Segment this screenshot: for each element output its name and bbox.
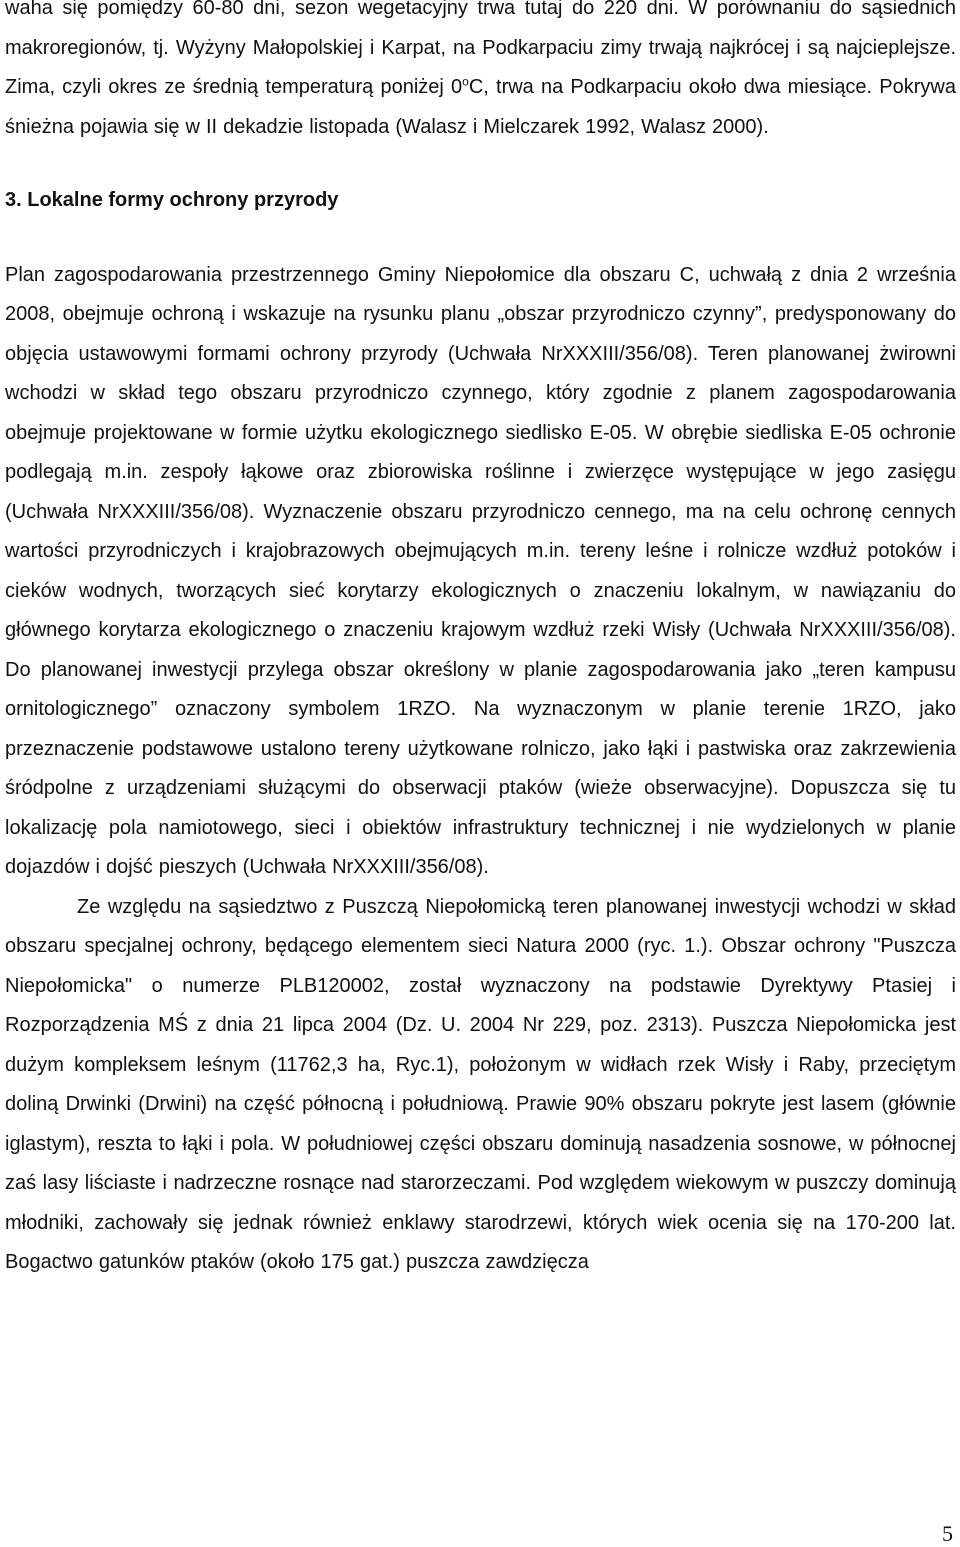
paragraph-natura-2000: Ze względu na sąsiedztwo z Puszczą Niepołomicką teren planowanej inwestycji wchodzi w skład obszaru specjalnej ochrony, będącego elementem sieci Natura 2000 (ryc. 1.). Obszar ochrony "Puszcza Niepołomicka" o numerze PLB120002, został wyznaczony na podstawie Dyrektywy Ptasiej i Rozporządzenia MŚ z dnia 21 lipca 2004 (Dz. U. 2004 Nr 229, poz. 2313). Puszcza Niepołomicka jest dużym kompleksem leśnym (11762,3 ha, Ryc.1), położonym w widłach rzek Wisły i Raby, przeciętym doliną Drwinki (Drwini) na część północną i południową. Prawie 90% obszaru pokryte jest lasem (głównie iglastym), reszta to łąki i pola. W południowej części obszaru dominują nasadzenia sosnowe, w północnej zaś lasy liściaste i nadrzeczne rosnące nad starorzeczami. Pod względem wiekowym w puszczy dominują młodniki, zachowały się jednak również enklawy starodrzewi, których wiek ocenia się na 170-200 lat. Bogactwo gatunków ptaków (około 175 gat.) puszcza zawdzięcza xyxy=(5,895,956,1273)
paragraph-climate-text-b: C, trwa na Podkarpaciu około dwa miesiące. Pokrywa śnieżna pojawia się w II dekadzie listopada (Walasz i Mielczarek 1992, Walasz 2000). xyxy=(5,76,956,138)
paragraph-climate xyxy=(5,0,956,147)
document-page xyxy=(5,0,956,1283)
degree-superscript: o xyxy=(462,74,469,89)
paragraph-climate-text-a: waha się pomiędzy 60-80 dni, sezon wegetacyjny trwa tutaj do 220 dni. W porównaniu do sąsiednich makroregionów, tj. Wyżyny Małopolskiej i Karpat, na Podkarpaciu zimy trwają najkrócej i są najcieplejsze. Zima, czyli okres ze średnią temperaturą poniżej 0 xyxy=(5,0,956,98)
page-number: 5 xyxy=(942,1521,953,1546)
section-heading: 3. Lokalne formy ochrony przyrody xyxy=(5,189,339,211)
paragraph-local-protection: Plan zagospodarowania przestrzennego Gminy Niepołomice dla obszaru C, uchwałą z dnia 2 września 2008, obejmuje ochroną i wskazuje na rysunku planu „obszar przyrodniczo czynny”, predysponowany do objęcia ustawowymi formami ochrony przyrody (Uchwała NrXXXIII/356/08). Teren planowanej żwirowni wchodzi w skład tego obszaru przyrodniczo czynnego, który zgodnie z planem zagospodarowania obejmuje projektowane w formie użytku ekologicznego siedlisko E-05. W obrębie siedliska E-05 ochronie podlegają m.in. zespoły łąkowe oraz zbiorowiska roślinne i zwierzęce występujące w jego zasięgu (Uchwała NrXXXIII/356/08). Wyznaczenie obszaru przyrodniczo cennego, ma na celu ochronę cennych wartości przyrodniczych i krajobrazowych obejmujących m.in. tereny leśne i rolnicze wzdłuż potoków i cieków wodnych, tworzących sieć korytarzy ekologicznych o znaczeniu lokalnym, w nawiązaniu do głównego korytarza ekologicznego o znaczeniu krajowym wzdłuż rzeki Wisły (Uchwała NrXXXIII/356/08). Do planowanej inwestycji przylega obszar określony w planie zagospodarowania jako „teren kampusu ornitologicznego” oznaczony symbolem 1RZO. Na wyznaczonym w planie terenie 1RZO, jako przeznaczenie podstawowe ustalono tereny użytkowane rolniczo, jako łąki i pastwiska oraz zakrzewienia śródpolne z urządzeniami służącymi do obserwacji ptaków (wieże obserwacyjne). Dopuszcza się tu lokalizację pola namiotowego, sieci i obiektów infrastruktury technicznej i nie wydzielonych w planie dojazdów i dojść pieszych (Uchwała NrXXXIII/356/08). xyxy=(5,263,956,878)
